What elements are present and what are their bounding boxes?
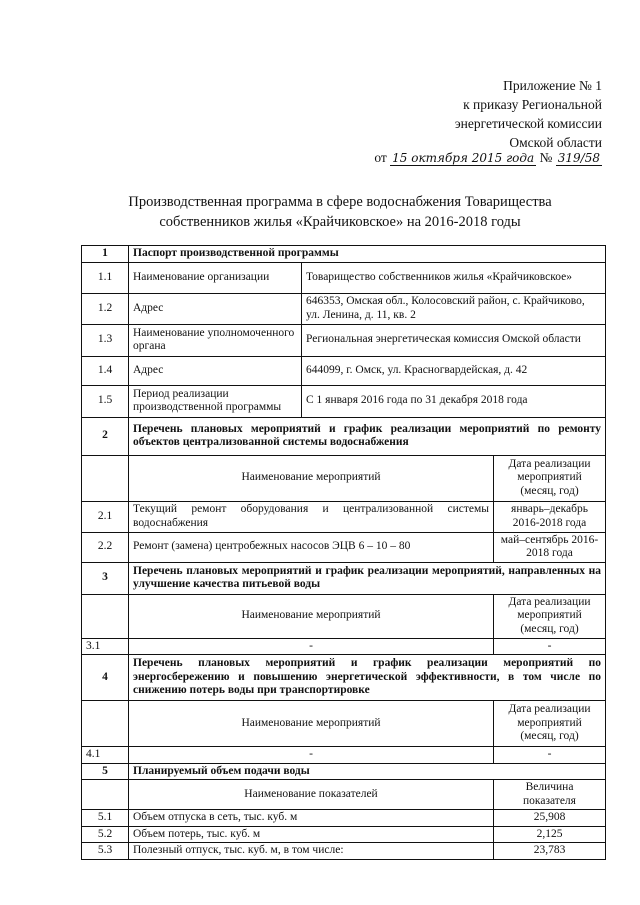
row-value: 646353, Омская обл., Колосовский район, с. Крайчиково, ул. Ленина, д. 11, кв. 2 [302,293,606,324]
row-date: - [494,747,606,764]
column-header-row [82,701,606,747]
column-header-row [82,780,606,810]
row-number: 1.1 [82,262,129,293]
title-line-1: Производственная программа в сфере водоснабжения Товарищества [128,194,552,210]
table-row [82,324,606,356]
commission-name: энергетической комиссии [454,116,602,131]
row-value: 2,125 [494,826,606,843]
section-title: Перечень плановых мероприятий и график реализации мероприятий, направленных на улучшение качества питьевой воды [129,562,606,594]
column-header-row [82,455,606,501]
table-row [82,843,606,860]
column-header-name: Наименование показателей [129,780,494,810]
region-name: Омской области [509,135,602,150]
section-1-row [82,246,606,263]
row-number: 3.1 [82,638,129,655]
row-name: Полезный отпуск, тыс. куб. м, в том числе: [129,843,494,860]
row-value: 25,908 [494,810,606,827]
row-label: Адрес [129,356,302,385]
handwritten-date: 15 октября 2015 года [392,151,535,165]
section-number: 5 [82,763,129,780]
number-prefix: № [539,150,553,165]
row-date: январь–декабрь 2016-2018 года [494,501,606,532]
row-name: Объем потерь, тыс. куб. м [129,826,494,843]
table-row [82,532,606,562]
row-value: С 1 января 2016 года по 31 декабря 2018 года [302,385,606,417]
row-number: 4.1 [82,747,129,764]
table-row [82,747,606,764]
row-name: Объем отпуска в сеть, тыс. куб. м [129,810,494,827]
column-header-value: Величина показателя [494,780,606,810]
row-name: Ремонт (замена) центробежных насосов ЭЦВ 6 – 10 – 80 [129,532,494,562]
appendix-number: Приложение № 1 [503,78,602,93]
table-row [82,810,606,827]
row-name: - [129,638,494,655]
row-number: 1.3 [82,324,129,356]
row-value: 23,783 [494,843,606,860]
column-header-date: Дата реализации мероприятий (месяц, год) [494,455,606,501]
document-title [60,192,620,232]
table-row [82,293,606,324]
row-name: Текущий ремонт оборудования и централизованной системы водоснабжения [129,501,494,532]
row-label: Наименование организации [129,262,302,293]
table-row [82,385,606,417]
order-reference: к приказу Региональной [463,97,602,112]
section-title: Перечень плановых мероприятий и график реализации мероприятий по энергосбережению и повышению энергетической эффективности, в том числе по снижению потерь воды при транспортировке [129,655,606,701]
row-value: Региональная энергетическая комиссия Омской области [302,324,606,356]
row-number: 1.2 [82,293,129,324]
appendix-header [455,76,602,152]
row-label: Период реализации производственной программы [129,385,302,417]
section-2-row [82,417,606,455]
column-header-date: Дата реализации мероприятий (месяц, год) [494,594,606,638]
column-header-row [82,594,606,638]
row-label: Адрес [129,293,302,324]
handwritten-number: 319/58 [557,151,600,165]
row-number: 1.5 [82,385,129,417]
section-number: 3 [82,562,129,594]
row-number: 2.2 [82,532,129,562]
program-table [81,245,606,860]
row-number: 5.1 [82,810,129,827]
from-prefix: от [374,150,387,165]
section-number: 1 [82,246,129,263]
title-line-2: собственников жилья «Крайчиковское» на 2016-2018 годы [159,214,521,230]
column-header-date: Дата реализации мероприятий (месяц, год) [494,701,606,747]
row-name: - [129,747,494,764]
table-row [82,826,606,843]
table-row [82,262,606,293]
row-number: 2.1 [82,501,129,532]
row-number: 5.2 [82,826,129,843]
row-date: май–сентябрь 2016-2018 года [494,532,606,562]
row-date: - [494,638,606,655]
table-row [82,501,606,532]
order-date-line [374,150,602,166]
column-header-name: Наименование мероприятий [129,594,494,638]
row-number: 1.4 [82,356,129,385]
row-value: 644099, г. Омск, ул. Красногвардейская, д. 42 [302,356,606,385]
section-5-row [82,763,606,780]
section-number: 4 [82,655,129,701]
section-4-row [82,655,606,701]
section-3-row [82,562,606,594]
column-header-name: Наименование мероприятий [129,455,494,501]
column-header-name: Наименование мероприятий [129,701,494,747]
row-number: 5.3 [82,843,129,860]
table-row [82,638,606,655]
section-number: 2 [82,417,129,455]
table-row [82,356,606,385]
row-value: Товарищество собственников жилья «Крайчиковское» [302,262,606,293]
section-title: Перечень плановых мероприятий и график реализации мероприятий по ремонту объектов централизованной системы водоснабжения [129,417,606,455]
section-title: Паспорт производственной программы [129,246,606,263]
row-label: Наименование уполномоченного органа [129,324,302,356]
section-title: Планируемый объем подачи воды [129,763,606,780]
